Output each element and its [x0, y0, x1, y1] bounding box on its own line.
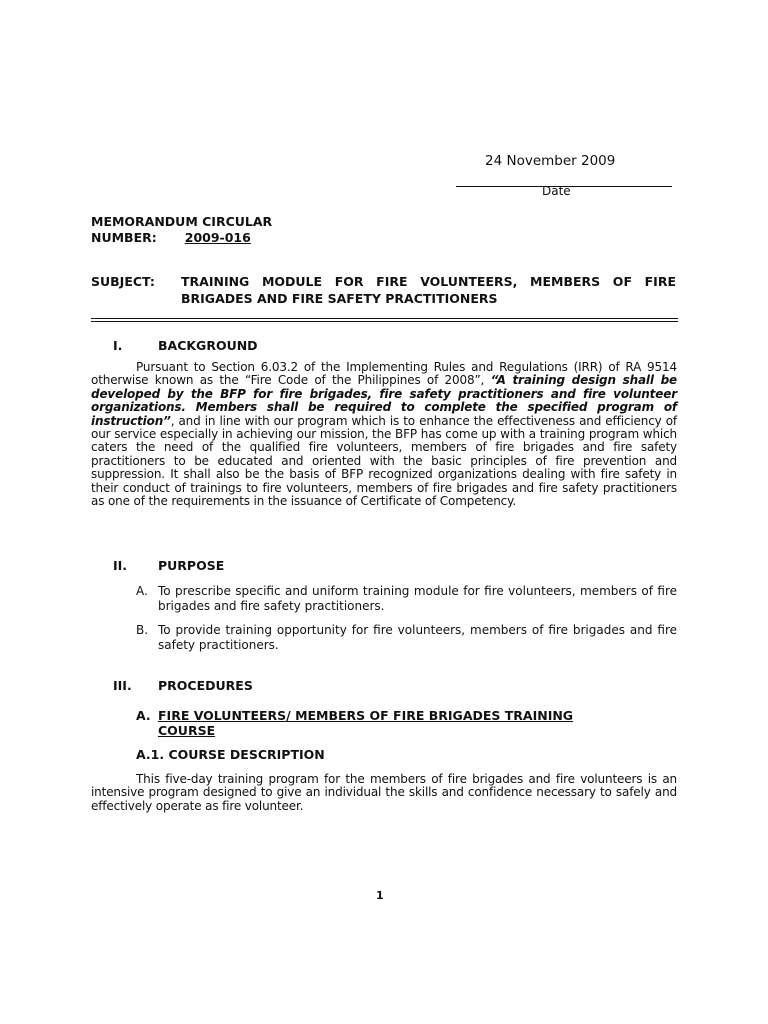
item-marker: B. [136, 623, 149, 637]
section-numeral: I. [113, 338, 123, 353]
item-text: To provide training opportunity for fire volunteers, members of fire brigades and fire safety practitioners. [158, 623, 677, 652]
background-emphasis: “A training design shall be developed by the BFP for fire brigades, fire safety practitioners and fire volunteer organizations. Members shall be required to complete the specified program of instruction” [91, 373, 678, 428]
section-title: BACKGROUND [158, 338, 258, 353]
background-text-end: , and in line with our program which is to enhance the effectiveness and efficiency of our service especially in achieving our mission, the BFP has come up with a training program which caters the need of the qualified fire volunteers, members of fire brigades and fire safety practitioners to be educated and oriented with the basic principles of fire prevention and suppression. It shall also be the basis of BFP recognized organizations dealing with fire safety in their conduct of trainings to fire volunteers, members of fire brigades and fire safety practitioners as one of the requirements in the issuance of Certificate of Competency. [91, 413, 677, 509]
subsection-title: FIRE VOLUNTEERS/ MEMBERS OF FIRE BRIGADES TRAINING COURSE [158, 708, 574, 738]
section-title: PURPOSE [158, 558, 225, 573]
divider-line-top [91, 318, 678, 319]
item-marker: A. [136, 584, 148, 598]
course-description-paragraph [91, 773, 677, 813]
divider-line-bottom [91, 321, 678, 322]
section-title: PROCEDURES [158, 678, 253, 693]
subsection-marker: A. [136, 708, 151, 723]
course-description-text: This five-day training program for the members of fire brigades and fire volunteers is an intensive program designed to give an individual the skills and confidence necessary to safely and effectively operate as fire volunteer. [91, 772, 677, 813]
memo-header [91, 214, 272, 246]
memo-number: 2009-016 [184, 230, 251, 245]
section-numeral: III. [113, 678, 132, 693]
date-label: Date [542, 184, 571, 198]
memo-number-label: NUMBER: [91, 230, 157, 245]
section-numeral: II. [113, 558, 128, 573]
course-description-heading: A.1. COURSE DESCRIPTION [136, 747, 325, 762]
memo-number-row [91, 230, 272, 246]
date-value: 24 November 2009 [485, 153, 616, 169]
memo-title: MEMORANDUM CIRCULAR [91, 214, 273, 229]
page-number: 1 [376, 889, 384, 902]
subject-label: SUBJECT: [91, 274, 155, 289]
background-paragraph [91, 361, 677, 508]
item-text: To prescribe specific and uniform training module for fire volunteers, members of fire brigades and fire safety practitioners. [158, 584, 677, 613]
subject-text: TRAINING MODULE FOR FIRE VOLUNTEERS, MEMBERS OF FIRE BRIGADES AND FIRE SAFETY PRACTITIONERS [181, 274, 676, 306]
background-text-start: Pursuant to Section 6.03.2 of the Implementing Rules and Regulations (IRR) of RA 9514 otherwise known as the “Fire Code of the Philippines of 2008”, [91, 360, 677, 388]
